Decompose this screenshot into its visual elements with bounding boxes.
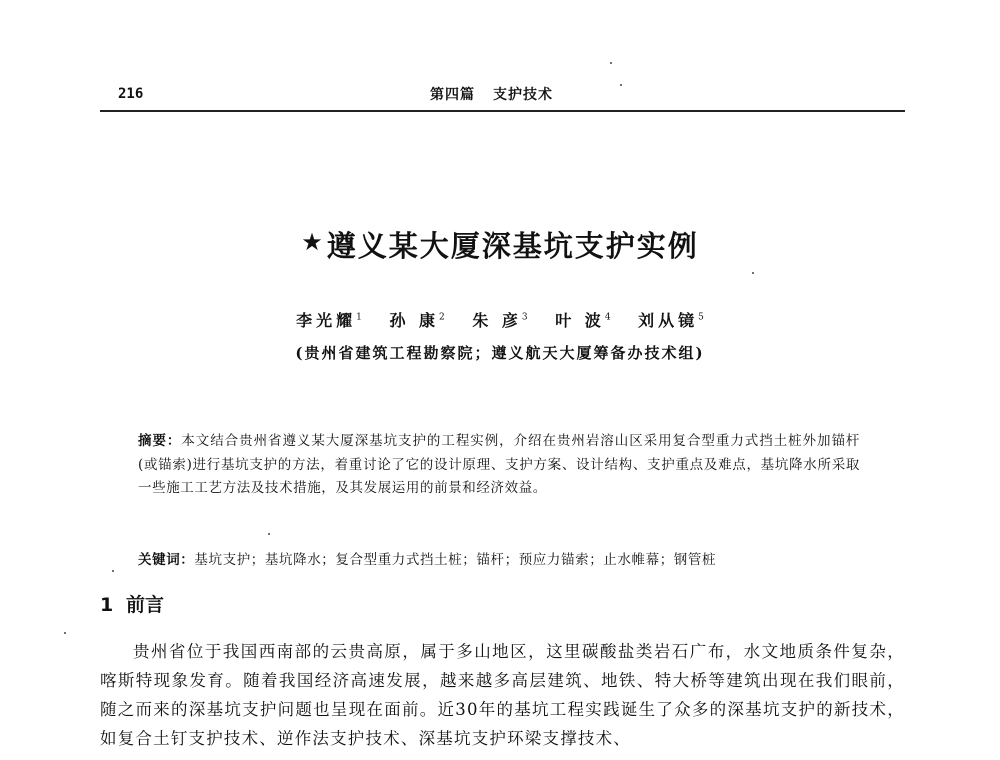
body-text xyxy=(100,637,905,753)
author: 李光耀$^1$ xyxy=(296,311,362,330)
header-rule xyxy=(100,110,905,112)
scan-speck xyxy=(620,84,622,86)
author: 刘从镜$^5$ xyxy=(638,311,704,330)
abstract xyxy=(138,430,860,501)
keywords-label: 关键词： xyxy=(138,552,195,568)
part-title: 支护技术 xyxy=(493,87,553,103)
part-label: 第四篇 xyxy=(430,87,475,103)
author: 叶 波$^4$ xyxy=(555,311,611,330)
running-title xyxy=(430,84,553,104)
running-header xyxy=(100,80,905,110)
article-title-text: 遵义某大厦深基坑支护实例 xyxy=(326,229,699,263)
author: 孙 康$^2$ xyxy=(389,311,445,330)
section-title: 前言 xyxy=(126,594,165,616)
author: 朱 彦$^3$ xyxy=(472,311,528,330)
keywords xyxy=(138,548,860,568)
page-number: 216 xyxy=(118,86,144,102)
star-icon: ★ xyxy=(301,228,325,256)
paragraph: 贵州省位于我国西南部的云贵高原，属于多山地区，这里碳酸盐类岩石广布，水文地质条件复杂，喀斯特现象发育。随着我国经济高速发展，越来越多高层建筑、地铁、特大桥等建筑出现在我们眼前，随之而来的深基坑支护问题也呈现在面前。近30年的基坑工程实践诞生了众多的深基坑支护的新技术，如复合土钉支护技术、逆作法支护技术、深基坑支护环梁支撑技术、 xyxy=(100,642,905,748)
section-heading xyxy=(100,590,164,617)
scan-speck xyxy=(268,533,270,535)
affiliation: (贵州省建筑工程勘察院；遵义航天大厦筹备办技术组) xyxy=(295,344,705,362)
section-number: 1 xyxy=(100,594,114,616)
author-list xyxy=(0,308,1000,331)
abstract-text: 本文结合贵州省遵义某大厦深基坑支护的工程实例，介绍在贵州岩溶山区采用复合型重力式挡土桩外加锚杆(或锚索)进行基坑支护的方法，着重讨论了它的设计原理、支护方案、设计结构、支护重点及难点，基坑降水所采取一些施工工艺方法及技术措施，及其发展运用的前景和经济效益。 xyxy=(138,433,860,496)
abstract-label: 摘要： xyxy=(138,433,182,449)
scan-speck xyxy=(752,272,754,274)
scan-speck xyxy=(64,632,66,634)
article-title xyxy=(0,224,1000,265)
scan-speck xyxy=(112,570,114,572)
keywords-text: 基坑支护；基坑降水；复合型重力式挡土桩；锚杆；预应力锚索；止水帷幕；钢管桩 xyxy=(194,552,717,568)
scan-speck xyxy=(610,62,612,64)
